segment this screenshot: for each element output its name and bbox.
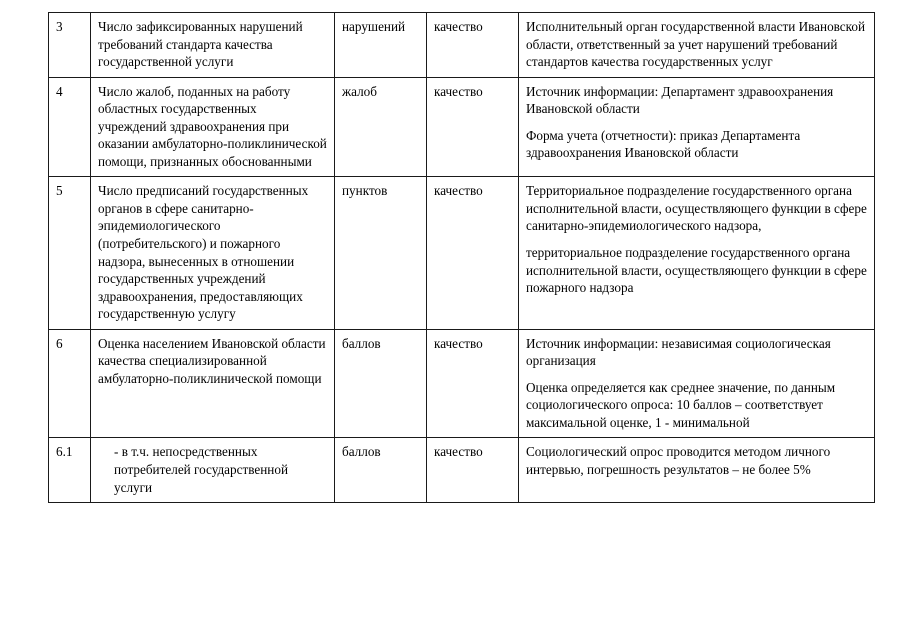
source-text: Форма учета (отчетности): приказ Департамента здравоохранения Ивановской области	[526, 127, 801, 161]
cell-source	[519, 77, 875, 177]
row-number-text: 6	[56, 335, 63, 351]
type-text: качество	[434, 335, 483, 351]
table-row	[49, 329, 875, 438]
cell-indicator	[91, 13, 335, 78]
type-text: качество	[434, 83, 483, 99]
unit-text: баллов	[342, 335, 381, 351]
table-body	[49, 13, 875, 503]
table-row	[49, 77, 875, 177]
table-row	[49, 13, 875, 78]
cell-type	[427, 438, 519, 503]
cell-type	[427, 329, 519, 438]
indicator-text: Число предписаний государственных органов в сфере санитарно-эпидемиологического (потребительского) и пожарного надзора, вынесенных в отношении государственных учреждений здравоохранения, предоставляющих государственную услугу	[98, 183, 309, 322]
cell-source	[519, 438, 875, 503]
cell-unit	[335, 77, 427, 177]
indicator-text: Число зафиксированных нарушений требований стандарта качества государственной услуги	[98, 19, 303, 70]
row-number-text: 3	[56, 19, 63, 34]
cell-unit	[335, 177, 427, 329]
indicator-text: Оценка населением Ивановской области качества специализированной амбулаторно-поликлинической помощи	[98, 335, 326, 386]
cell-row-number	[49, 329, 91, 438]
type-text: качество	[434, 444, 483, 460]
cell-indicator	[91, 77, 335, 177]
cell-row-number	[49, 77, 91, 177]
cell-row-number	[49, 177, 91, 329]
source-text: Социологический опрос проводится методом личного интервью, погрешность результатов – не более 5%	[526, 444, 831, 478]
cell-type	[427, 77, 519, 177]
indicator-text: - в т.ч. непосредственных потребителей государственной услуги	[114, 444, 289, 495]
type-text: качество	[434, 19, 483, 34]
type-text: качество	[434, 183, 483, 199]
cell-unit	[335, 438, 427, 503]
source-text: территориальное подразделение государственного органа исполнительной власти, осуществляющего функции в сфере пожарного надзора	[526, 245, 867, 296]
unit-text: пунктов	[342, 183, 388, 199]
row-number-text: 4	[56, 83, 63, 99]
cell-row-number	[49, 13, 91, 78]
row-number-text: 6.1	[56, 444, 73, 460]
row-number-text: 5	[56, 183, 63, 199]
table-row	[49, 177, 875, 329]
cell-unit	[335, 329, 427, 438]
cell-indicator	[91, 177, 335, 329]
source-text: Исполнительный орган государственной власти Ивановской области, ответственный за учет нарушений требований стандартов качества государственных услуг	[526, 19, 866, 70]
source-text: Оценка определяется как среднее значение, по данным социологического опроса: 10 баллов – соответствует максимальной оценке, 1 - минимальной	[526, 379, 836, 430]
unit-text: нарушений	[342, 19, 406, 34]
cell-type	[427, 177, 519, 329]
cell-source	[519, 329, 875, 438]
cell-type	[427, 13, 519, 78]
unit-text: баллов	[342, 444, 381, 460]
unit-text: жалоб	[342, 83, 377, 99]
source-text: Территориальное подразделение государственного органа исполнительной власти, осуществляющего функции в сфере санитарно-эпидемиологического надзора,	[526, 183, 867, 234]
cell-unit	[335, 13, 427, 78]
source-text: Источник информации: независимая социологическая организация	[526, 335, 831, 369]
table-row	[49, 438, 875, 503]
cell-source	[519, 177, 875, 329]
cell-indicator	[91, 329, 335, 438]
cell-indicator	[91, 438, 335, 503]
indicators-table	[48, 12, 875, 503]
cell-row-number	[49, 438, 91, 503]
cell-source	[519, 13, 875, 78]
source-text: Источник информации: Департамент здравоохранения Ивановской области	[526, 83, 834, 117]
indicator-text: Число жалоб, поданных на работу областных государственных учреждений здравоохранения при оказании амбулаторно-поликлинической помощи, признанных обоснованными	[98, 83, 327, 169]
